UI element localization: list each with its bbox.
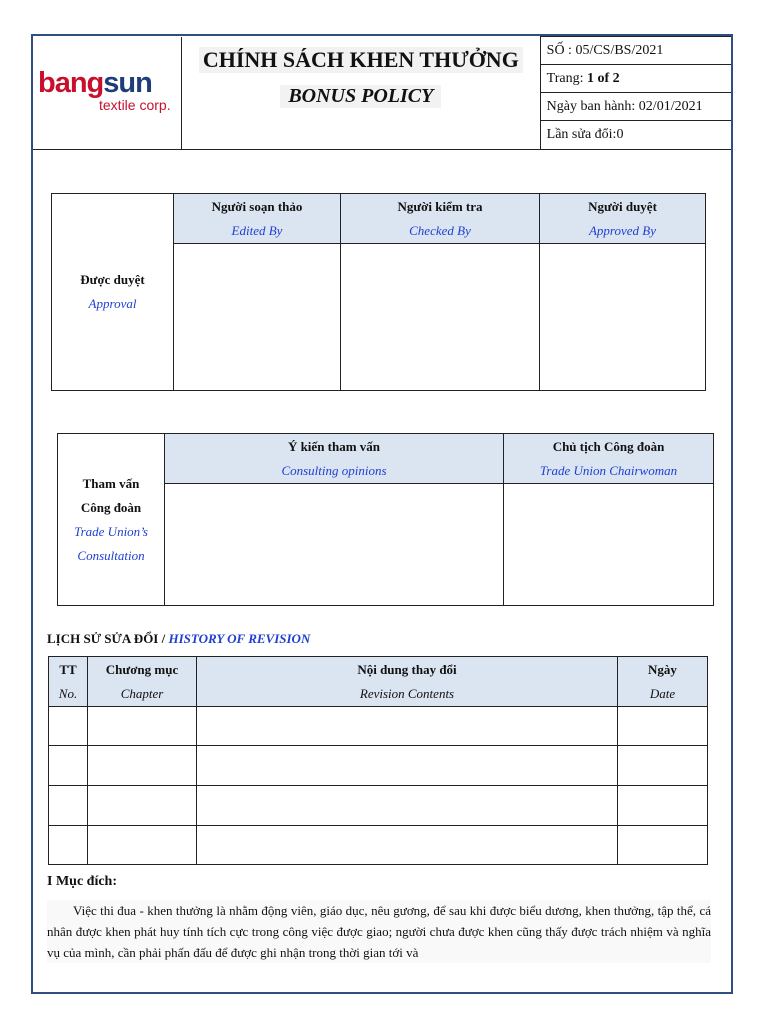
purpose-heading: I Mục đích:	[47, 874, 117, 889]
title-english: BONUS POLICY	[280, 85, 441, 108]
revision-title-en: HISTORY OF REVISION	[168, 631, 311, 646]
doc-number: SỐ : 05/CS/BS/2021	[540, 37, 731, 65]
revision-title-vi: LỊCH SỬ SỬA ĐỔI /	[47, 631, 169, 646]
consult-opinions-field[interactable]	[165, 484, 504, 606]
col-label-vi: Ngày	[648, 661, 677, 677]
cell[interactable]	[618, 746, 708, 786]
page-number	[540, 65, 731, 93]
revision-col-date	[618, 657, 708, 707]
consult-label-vi-1: Tham vấn	[82, 475, 140, 491]
cell[interactable]	[618, 707, 708, 746]
cell[interactable]	[49, 826, 88, 865]
cell[interactable]	[197, 707, 618, 746]
col-label-en: No.	[58, 685, 78, 701]
col-label-en: Chapter	[120, 685, 164, 701]
col-label-vi: Ý kiến tham vấn	[287, 438, 381, 454]
logo-text-bang: bang	[38, 66, 104, 99]
cell[interactable]	[618, 786, 708, 826]
col-label-en: Checked By	[409, 222, 471, 238]
approval-col-approved	[540, 194, 706, 244]
col-label-en: Approved By	[588, 222, 657, 238]
logo-text-sun: sun	[103, 66, 152, 99]
approval-col-checked	[341, 194, 540, 244]
col-label-vi: Người soạn thảo	[211, 198, 303, 214]
col-label-vi: Người kiểm tra	[397, 198, 483, 214]
page-value: 1 of 2	[586, 70, 620, 86]
cell[interactable]	[49, 786, 88, 826]
cell[interactable]	[49, 707, 88, 746]
logo-cell	[33, 37, 182, 150]
signature-edited[interactable]	[174, 244, 341, 391]
signature-checked[interactable]	[341, 244, 540, 391]
revision-number: Lần sửa đổi:0	[540, 121, 731, 149]
cell[interactable]	[88, 707, 197, 746]
cell[interactable]	[88, 786, 197, 826]
cell[interactable]	[88, 826, 197, 865]
revision-col-no	[49, 657, 88, 707]
company-logo	[33, 37, 181, 149]
purpose-paragraph: Việc thi đua - khen thưởng là nhằm động viên, giáo dục, nêu gương, để sau khi được biểu dương, khen thưởng, tập thể, cá nhân được khen phát huy tính tích cực trong công việc được giao; người chưa được khen cũng thấy được trách nhiệm và nghĩa vụ của mình, cần phải phấn đấu để được ghi nhận trong thời gian tới và	[47, 900, 711, 963]
cell[interactable]	[618, 826, 708, 865]
col-label-en: Trade Union Chairwoman	[539, 462, 678, 478]
consult-label-en-2: Consultation	[77, 547, 145, 563]
col-label-en: Consulting opinions	[281, 462, 387, 478]
revision-history-title	[47, 631, 310, 647]
revision-history-table	[48, 656, 708, 865]
table-row	[49, 826, 708, 865]
cell[interactable]	[88, 746, 197, 786]
approval-row-label	[52, 194, 174, 391]
consult-row-label	[58, 434, 165, 606]
consult-label-en-1: Trade Union’s	[74, 523, 148, 539]
table-row	[49, 746, 708, 786]
consult-chairwoman-signature[interactable]	[504, 484, 714, 606]
col-label-vi: Người duyệt	[588, 198, 657, 214]
cell[interactable]	[197, 746, 618, 786]
approval-col-edited	[174, 194, 341, 244]
approval-label-vi: Được duyệt	[80, 272, 145, 287]
col-label-vi: Chủ tịch Công đoàn	[552, 438, 665, 454]
consultation-table	[57, 433, 714, 606]
table-row	[49, 786, 708, 826]
col-label-en: Date	[649, 685, 676, 701]
page-label: Trang:	[546, 70, 587, 86]
approval-table	[51, 193, 706, 391]
cell[interactable]	[197, 826, 618, 865]
signature-approved[interactable]	[540, 244, 706, 391]
col-label-en: Revision Contents	[359, 685, 455, 701]
consult-col-chairwoman	[504, 434, 714, 484]
title-vietnamese: CHÍNH SÁCH KHEN THƯỞNG	[199, 47, 523, 73]
col-label-vi: Chương mục	[105, 661, 179, 677]
revision-col-contents	[197, 657, 618, 707]
document-header	[33, 36, 731, 150]
cell[interactable]	[197, 786, 618, 826]
col-label-vi: Nội dung thay đổi	[357, 661, 457, 677]
cell[interactable]	[49, 746, 88, 786]
col-label-en: Edited By	[231, 222, 283, 238]
consult-col-opinions	[165, 434, 504, 484]
col-label-vi: TT	[59, 661, 77, 677]
table-row	[49, 707, 708, 746]
issue-date: Ngày ban hành: 02/01/2021	[540, 93, 731, 121]
revision-col-chapter	[88, 657, 197, 707]
approval-label-en: Approval	[88, 296, 137, 311]
logo-subtitle: textile corp.	[99, 96, 171, 113]
consult-label-vi-2: Công đoàn	[80, 499, 142, 515]
title-cell	[182, 37, 541, 150]
